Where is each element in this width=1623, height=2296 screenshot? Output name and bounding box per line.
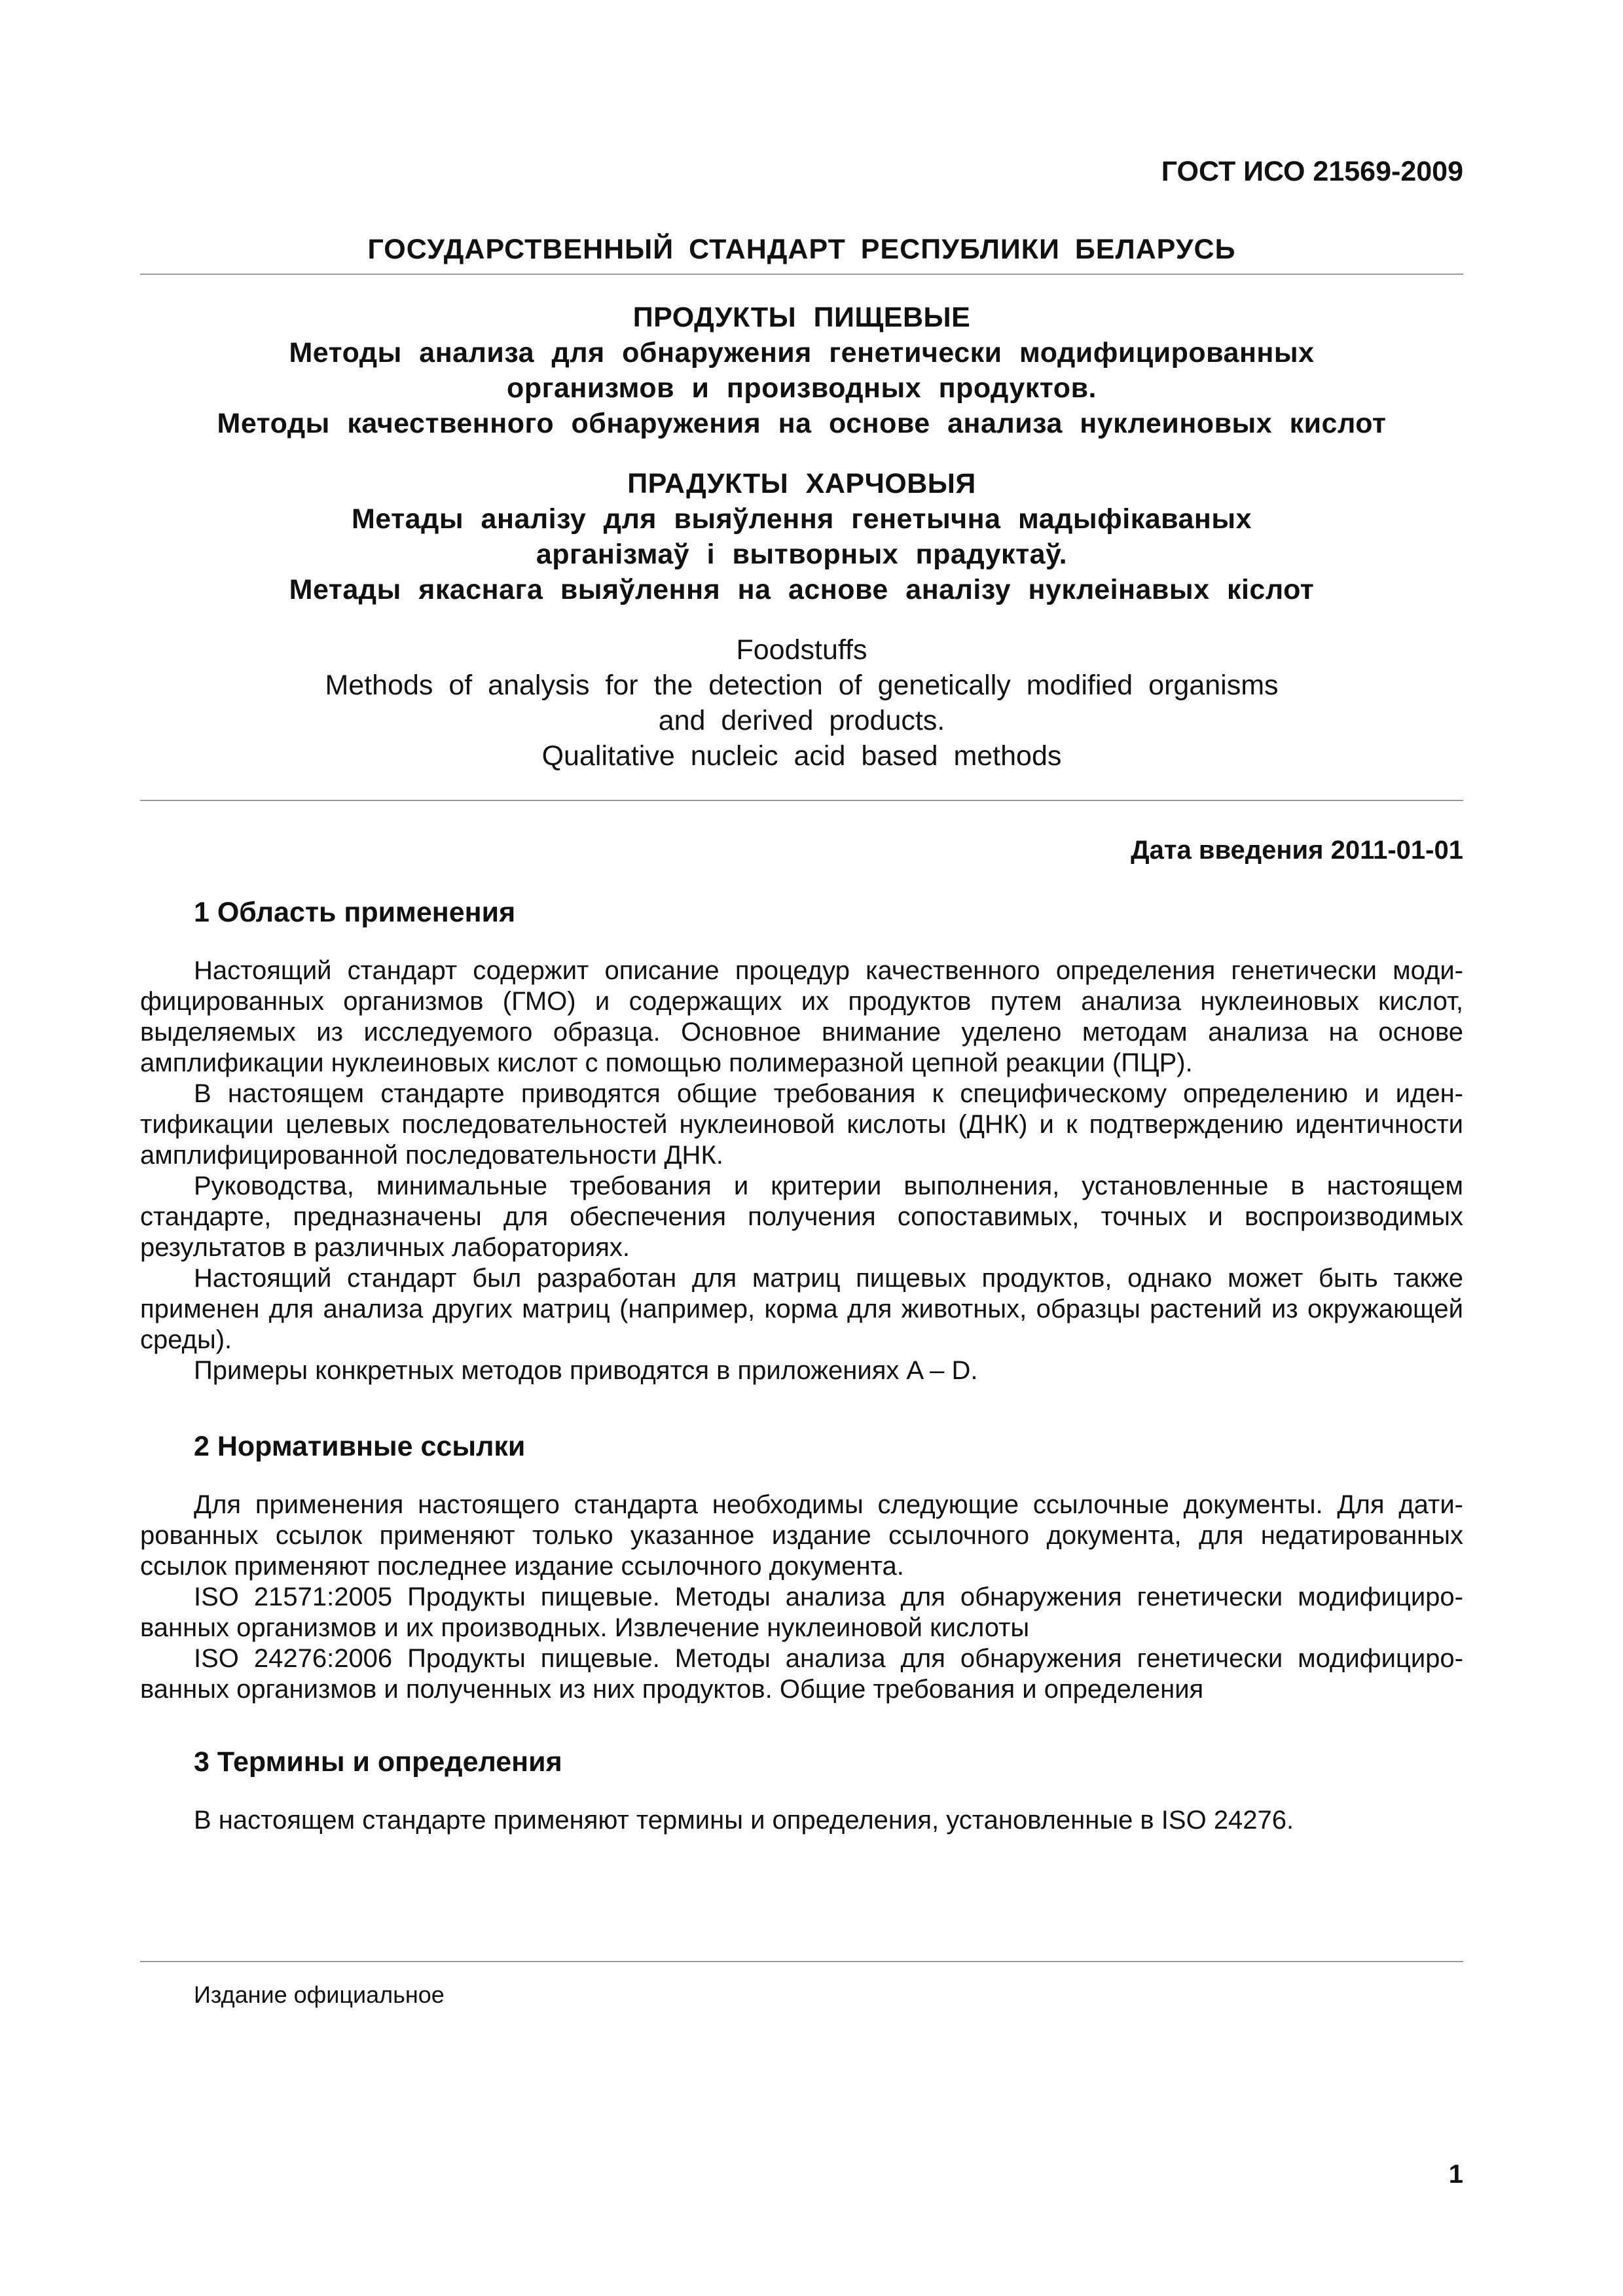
introduction-date: Дата введения 2011-01-01 [1131,836,1463,865]
section-2-reference-iso-21571: ISO 21571:2005 Продукты пищевые. Методы анализа для обнаружения генетически модифицированных организмов и их производных. Извлечение нуклеиновой кислоты [140,1583,1463,1642]
state-standard-title: ГОСУДАРСТВЕННЫЙ СТАНДАРТ РЕСПУБЛИКИ БЕЛАРУСЬ [367,234,1236,265]
section-1-paragraph-5: Примеры конкретных методов приводятся в приложениях A – D. [194,1356,978,1385]
section-1-paragraph-2: В настоящем стандарте приводятся общие требования к специфическому определению и идентификации целевых последовательностей нуклеиновой кислоты (ДНК) и к подтверждению идентичности амплифицированной последовательности ДНК. [140,1079,1463,1170]
title-belarusian [140,466,1463,607]
section-2-paragraph-1: Для применения настоящего стандарта необходимы следующие ссылочные документы. Для датированных ссылок применяют только указанное издание ссылочного документа, для недатированных ссылок применяют последнее издание ссылочного документа. [140,1490,1463,1581]
official-edition-note: Издание официальное [194,1981,445,2008]
footer-divider [140,1961,1463,1962]
section-1-paragraph-4: Настоящий стандарт был разработан для матриц пищевых продуктов, однако может быть также применен для анализа других матриц (например, корма для животных, образцы растений из окружающей среды). [140,1264,1463,1354]
section-1-paragraph-3: Руководства, минимальные требования и критерии выполнения, установленные в настоящем стандарте, предназначены для обеспечения получения сопоставимых, точных и воспроизводимых результатов в различных лабораториях. [140,1172,1463,1262]
title-ru-line-3: организмов и производных продуктов. [507,372,1097,404]
title-by-line-2: Метады аналізу для выяўлення генетычна мадыфікаваных [351,503,1252,535]
document-number: ГОСТ ИСО 21569-2009 [1161,156,1463,187]
header-divider [140,274,1463,275]
section-3-title: 3 Термины и определения [194,1746,562,1778]
section-2-title: 2 Нормативные ссылки [194,1431,526,1462]
section-2-reference-iso-24276: ISO 24276:2006 Продукты пищевые. Методы анализа для обнаружения генетически модифицированных организмов и полученных из них продуктов. Общие требования и определения [140,1644,1463,1704]
title-ru-line-4: Методы качественного обнаружения на основе анализа нуклеиновых кислот [217,408,1387,439]
title-russian [140,300,1463,441]
title-ru-line-1: ПРОДУКТЫ ПИЩЕВЫЕ [632,302,971,333]
title-by-line-4: Метады якаснага выяўлення на аснове аналізу нуклеінавых кіслот [289,574,1315,605]
section-1-paragraph-1: Настоящий стандарт содержит описание процедур качественного определения генетически модифицированных организмов (ГМО) и содержащих их продуктов путем анализа нуклеиновых кислот, выделяемых из исследуемого образца. Основное внимание уделено методам анализа на основе амплификации нуклеиновых кислот с помощью полимеразной цепной реакции (ПЦР). [140,956,1463,1077]
section-3-paragraph-1: В настоящем стандарте применяют термины и определения, установленные в ISO 24276. [194,1806,1294,1835]
title-divider [140,800,1463,801]
title-ru-line-2: Методы анализа для обнаружения генетически модифицированных [289,337,1315,368]
title-en-line-4: Qualitative nucleic acid based methods [541,740,1062,772]
title-by-line-3: арганізмаў і вытворных прадуктаў. [536,539,1068,570]
page-number: 1 [1448,2160,1463,2189]
title-en-line-3: and derived products. [658,705,945,736]
title-en-line-2: Methods of analysis for the detection of genetically modified organisms [325,670,1279,701]
title-by-line-1: ПРАДУКТЫ ХАРЧОВЫЯ [627,468,976,499]
title-en-line-1: Foodstuffs [736,634,867,666]
title-english [140,632,1463,774]
section-1-title: 1 Область применения [194,897,516,928]
